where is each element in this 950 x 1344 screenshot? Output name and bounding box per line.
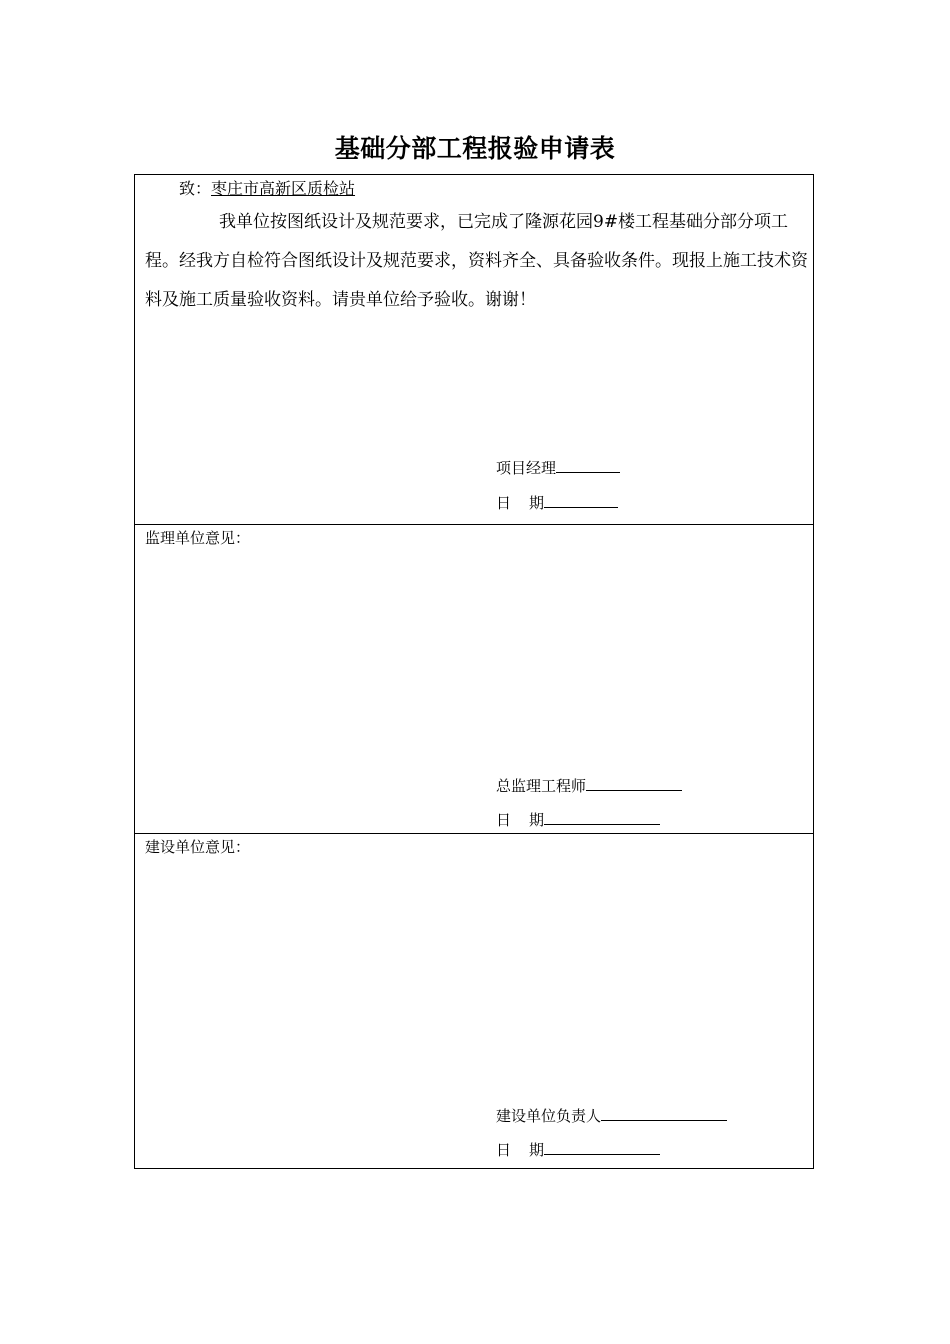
construction-representative-signature [496, 1104, 727, 1127]
construction-date [496, 1138, 660, 1161]
construction-heading: 建设单位意见： [145, 838, 251, 856]
to-prefix: 致： [179, 179, 212, 198]
application-body: 我单位按图纸设计及规范要求，已完成了隆源花园9#楼工程基础分部分项工程。经我方自检符合图纸设计及规范要求，资料齐全、具备验收条件。现报上施工技术资料及施工质量验收资料。请贵单位给予验收。谢谢！ [145, 212, 808, 310]
supervision-date [496, 808, 660, 831]
date-label-left: 日 [496, 811, 512, 829]
application-section [135, 175, 813, 525]
date-label-left: 日 [496, 1141, 512, 1159]
construction-representative-label: 建设单位负责人 [496, 1107, 602, 1125]
date-label-left: 日 [496, 494, 512, 512]
construction-date-blank[interactable] [544, 1138, 660, 1155]
supervision-section [135, 524, 813, 834]
application-date [496, 491, 618, 514]
project-manager-signature-blank[interactable] [556, 456, 620, 473]
construction-section [135, 833, 813, 1169]
chief-supervisor-signature-blank[interactable] [586, 774, 682, 791]
project-manager-label: 项目经理 [496, 459, 557, 477]
date-label-right: 期 [529, 811, 545, 829]
project-manager-signature [496, 456, 620, 479]
supervision-heading: 监理单位意见： [145, 529, 251, 547]
recipient-name: 枣庄市高新区质检站 [211, 179, 356, 198]
recipient-line [179, 177, 355, 201]
chief-supervisor-label: 总监理工程师 [496, 777, 587, 795]
supervision-date-blank[interactable] [544, 808, 660, 825]
chief-supervisor-signature [496, 774, 682, 797]
date-label-right: 期 [529, 1141, 545, 1159]
form-title: 基础分部工程报验申请表 [334, 134, 616, 163]
date-label-right: 期 [529, 494, 545, 512]
application-date-blank[interactable] [544, 491, 618, 508]
construction-representative-signature-blank[interactable] [601, 1104, 727, 1121]
inspection-request-form [134, 174, 814, 1169]
